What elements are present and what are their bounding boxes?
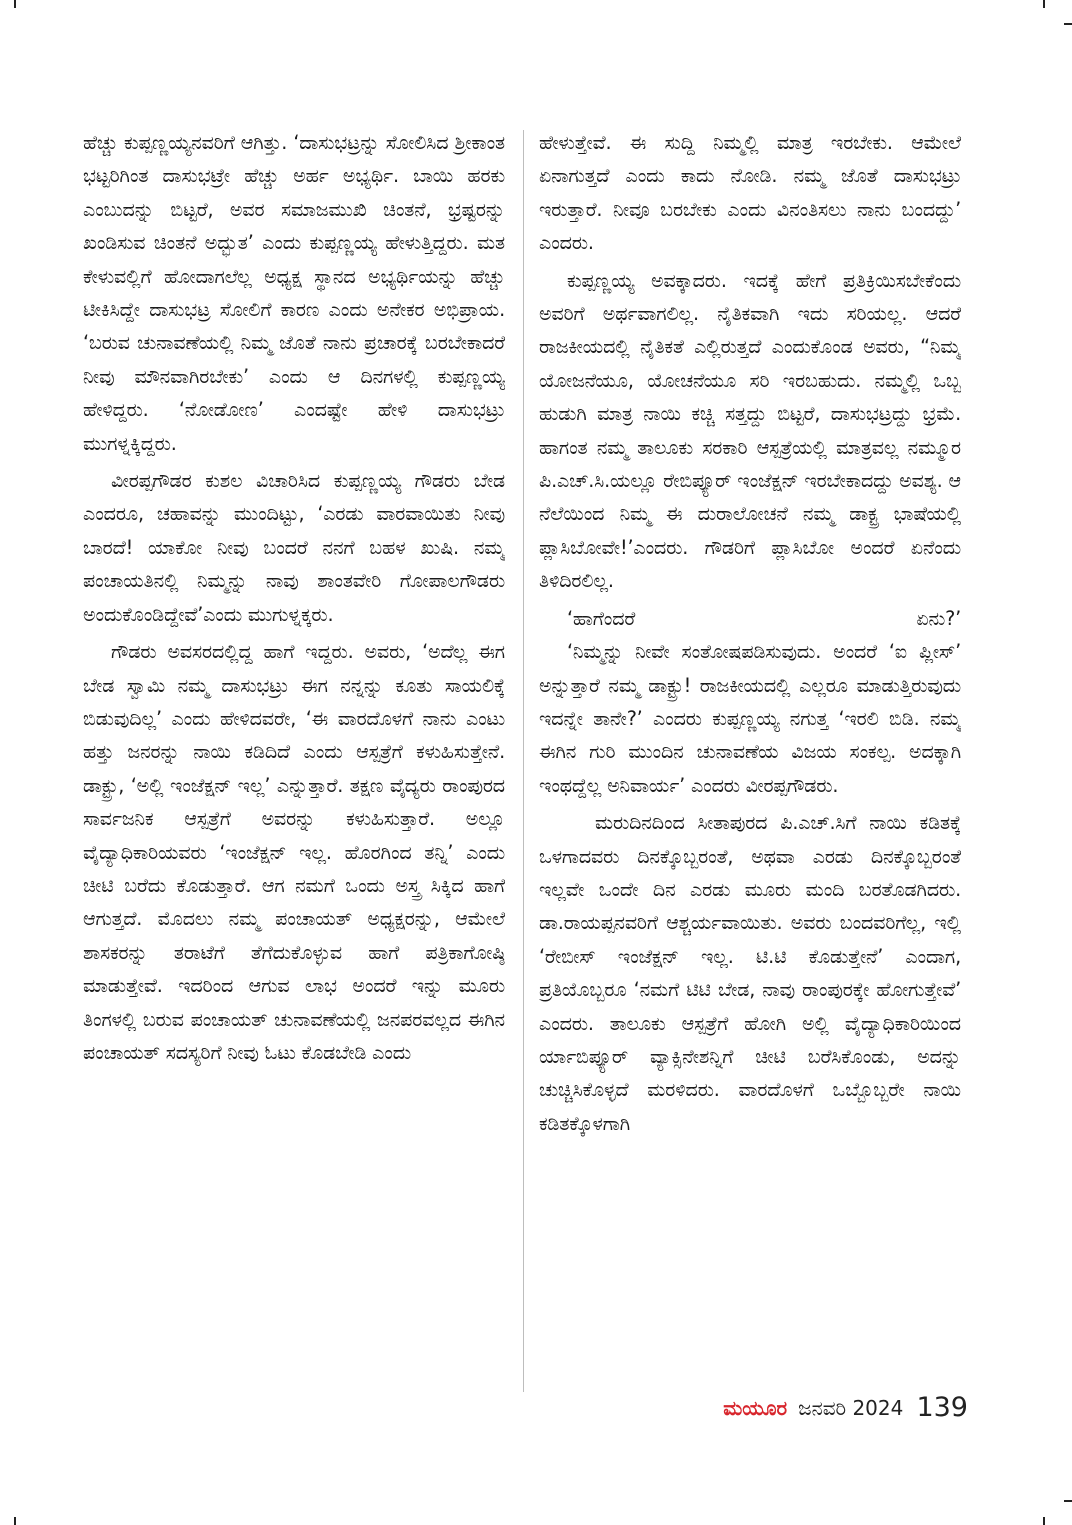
magazine-logo: ಮಯೂರ xyxy=(723,1395,788,1420)
paragraph: ‘ಹಾಗೆಂದರೆ ಏನು?’ xyxy=(567,606,961,630)
issue-date: ಜನವರಿ 2024 xyxy=(798,1395,904,1420)
paragraph: ಗೌಡರು ಅವಸರದಲ್ಲಿದ್ದ ಹಾಗೆ ಇದ್ದರು. ಅವರು, ‘ಅದೆಲ್ಲ ಈಗ ಬೇಡ ಸ್ವಾಮಿ ನಮ್ಮ ದಾಸುಭಟ್ರು ಈಗ ನನ್ನನ್ನು ಕೂತು ಸಾಯಲಿಕ್ಕೆ ಬಿಡುವುದಿಲ್ಲ’ ಎಂದು ಹೇಳಿದವರೇ, ‘ಈ ವಾರದೊಳಗೆ ನಾನು ಎಂಟು ಹತ್ತು ಜನರನ್ನು ನಾಯಿ ಕಡಿದಿದೆ ಎಂದು ಆಸ್ಪತ್ರೆಗೆ ಕಳುಹಿಸುತ್ತೇನೆ. ಡಾಕ್ಟ್ರು, ‘ಅಲ್ಲಿ ಇಂಜೆಕ್ಷನ್ ಇಲ್ಲ’ ಎನ್ನುತ್ತಾರೆ. ತಕ್ಷಣ ವೈದ್ಯರು ರಾಂಪುರದ ಸಾರ್ವಜನಿಕ ಆಸ್ಪತ್ರೆಗೆ ಅವರನ್ನು ಕಳುಹಿಸುತ್ತಾರೆ. ಅಲ್ಲೂ ವೈದ್ಯಾಧಿಕಾರಿಯವರು ‘ಇಂಜೆಕ್ಷನ್ ಇಲ್ಲ. ಹೊರಗಿಂದ ತನ್ನಿ’ ಎಂದು ಚೀಟಿ ಬರೆದು ಕೊಡುತ್ತಾರೆ. ಆಗ ನಮಗೆ ಒಂದು ಅಸ್ತ್ರ ಸಿಕ್ಕಿದ ಹಾಗೆ ಆಗುತ್ತದೆ. ಮೊದಲು ನಮ್ಮ ಪಂಚಾಯತ್ ಅಧ್ಯಕ್ಷರನ್ನು, ಆಮೇಲೆ ಶಾಸಕರನ್ನು ತರಾಟೆಗೆ ತೆಗೆದುಕೊಳ್ಳುವ ಹಾಗೆ ಪತ್ರಿಕಾಗೋಷ್ಠಿ ಮಾಡುತ್ತೇವೆ. ಇದರಿಂದ ಆಗುವ ಲಾಭ ಅಂದರೆ ಇನ್ನು ಮೂರು ತಿಂಗಳಲ್ಲಿ ಬರುವ ಪಂಚಾಯತ್ ಚುನಾವಣೆಯಲ್ಲಿ ಜನಪರವಲ್ಲದ ಈಗಿನ ಪಂಚಾಯತ್ ಸದಸ್ಯರಿಗೆ ನೀವು ಓಟು ಕೊಡಬೇಡಿ ಎಂದು xyxy=(83,640,505,1064)
crop-mark-bottom-left xyxy=(14,1517,16,1525)
left-column xyxy=(83,126,505,1396)
article-body xyxy=(83,126,968,1396)
paragraph: ಮರುದಿನದಿಂದ ಸೀತಾಪುರದ ಪಿ.ಎಚ್.ಸಿಗೆ ನಾಯಿ ಕಡಿತಕ್ಕೆ ಒಳಗಾದವರು ದಿನಕ್ಕೊಬ್ಬರಂತೆ, ಅಥವಾ ಎರಡು ದಿನಕ್ಕೊಬ್ಬರಂತೆ ಇಲ್ಲವೇ ಒಂದೇ ದಿನ ಎರಡು ಮೂರು ಮಂದಿ ಬರತೊಡಗಿದರು. ಡಾ.ರಾಯಪ್ಪನವರಿಗೆ ಆಶ್ಚರ್ಯವಾಯಿತು. ಅವರು ಬಂದವರಿಗೆಲ್ಲ, ಇಲ್ಲಿ ‘ರೇಬೀಸ್ ಇಂಜೆಕ್ಷನ್ ಇಲ್ಲ. ಟಿ.ಟಿ ಕೊಡುತ್ತೇನೆ’ ಎಂದಾಗ, ಪ್ರತಿಯೊಬ್ಬರೂ ‘ನಮಗೆ ಟಿಟಿ ಬೇಡ, ನಾವು ರಾಂಪುರಕ್ಕೇ ಹೋಗುತ್ತೇವೆ’ ಎಂದರು. ತಾಲೂಕು ಆಸ್ಪತ್ರೆಗೆ ಹೋಗಿ ಅಲ್ಲಿ ವೈದ್ಯಾಧಿಕಾರಿಯಿಂದ ರ್ಯಾಬಿಪ್ಯೂರ್ ವ್ಯಾಕ್ಸಿನೇಶನ್ನಿಗೆ ಚೀಟಿ ಬರೆಸಿಕೊಂಡು, ಅದನ್ನು ಚುಚ್ಚಿಸಿಕೊಳ್ಳದೆ ಮರಳಿದರು. ವಾರದೊಳಗೆ ಒಬ್ಬೊಬ್ಬರೇ ನಾಯಿ ಕಡಿತಕ್ಕೊಳಗಾಗಿ xyxy=(539,811,961,1135)
paragraph: ವೀರಪ್ಪಗೌಡರ ಕುಶಲ ವಿಚಾರಿಸಿದ ಕುಪ್ಪಣ್ಣಯ್ಯ ಗೌಡರು ಬೇಡ ಎಂದರೂ, ಚಹಾವನ್ನು ಮುಂದಿಟ್ಟು, ‘ಎರಡು ವಾರವಾಯಿತು ನೀವು ಬಾರದೆ! ಯಾಕೋ ನೀವು ಬಂದರೆ ನನಗೆ ಬಹಳ ಖುಷಿ. ನಮ್ಮ ಪಂಚಾಯತಿನಲ್ಲಿ ನಿಮ್ಮನ್ನು ನಾವು ಶಾಂತವೇರಿ ಗೋಪಾಲಗೌಡರು ಅಂದುಕೊಂಡಿದ್ದೇವೆ’ಎಂದು ಮುಗುಳ್ನಕ್ಕರು. xyxy=(83,469,505,626)
crop-mark-top-left xyxy=(14,0,16,8)
page-footer xyxy=(700,1392,968,1428)
crop-mark-top-right xyxy=(1043,0,1045,8)
paragraph: ‘ನಿಮ್ಮನ್ನು ನೀವೇ ಸಂತೋಷಪಡಿಸುವುದು. ಅಂದರೆ ‘ಐ ಪ್ಲೀಸ್’ ಅನ್ನುತ್ತಾರೆ ನಮ್ಮ ಡಾಕ್ಟ್ರು! ರಾಜಕೀಯದಲ್ಲಿ ಎಲ್ಲರೂ ಮಾಡುತ್ತಿರುವುದು ಇದನ್ನೇ ತಾನೇ?’ ಎಂದರು ಕುಪ್ಪಣ್ಣಯ್ಯ ನಗುತ್ತ ‘ಇರಲಿ ಬಿಡಿ. ನಮ್ಮ ಈಗಿನ ಗುರಿ ಮುಂದಿನ ಚುನಾವಣೆಯ ವಿಜಯ ಸಂಕಲ್ಪ. ಅದಕ್ಕಾಗಿ ಇಂಥದ್ದೆಲ್ಲ ಅನಿವಾರ್ಯ’ ಎಂದರು ವೀರಪ್ಪಗೌಡರು. xyxy=(539,640,961,797)
column-divider xyxy=(523,130,524,1392)
paragraph: ಕುಪ್ಪಣ್ಣಯ್ಯ ಅವಕ್ಕಾದರು. ಇದಕ್ಕೆ ಹೇಗೆ ಪ್ರತಿಕ್ರಿಯಿಸಬೇಕೆಂದು ಅವರಿಗೆ ಅರ್ಥವಾಗಲಿಲ್ಲ. ನೈತಿಕವಾಗಿ ಇದು ಸರಿಯಲ್ಲ. ಆದರೆ ರಾಜಕೀಯದಲ್ಲಿ ನೈತಿಕತೆ ಎಲ್ಲಿರುತ್ತದೆ ಎಂದುಕೊಂಡ ಅವರು, “ನಿಮ್ಮ ಯೋಜನೆಯೂ, ಯೋಚನೆಯೂ ಸರಿ ಇರಬಹುದು. ನಮ್ಮಲ್ಲಿ ಒಬ್ಬ ಹುಡುಗಿ ಮಾತ್ರ ನಾಯಿ ಕಚ್ಚಿ ಸತ್ತದ್ದು ಬಿಟ್ಟರೆ, ದಾಸುಭಟ್ರದ್ದು ಭ್ರಮೆ. ಹಾಗಂತ ನಮ್ಮ ತಾಲೂಕು ಸರಕಾರಿ ಆಸ್ಪತ್ರೆಯಲ್ಲಿ ಮಾತ್ರವಲ್ಲ ನಮ್ಮೂರ ಪಿ.ಎಚ್.ಸಿ.ಯಲ್ಲೂ ರೇಬಿಪ್ಯೂರ್ ಇಂಜೆಕ್ಷನ್ ಇರಬೇಕಾದದ್ದು ಅವಶ್ಯ. ಆ ನೆಲೆಯಿಂದ ನಿಮ್ಮ ಈ ದುರಾಲೋಚನೆ ನಮ್ಮ ಡಾಕ್ಟ್ರ ಭಾಷೆಯಲ್ಲಿ ಪ್ಲಾಸಿಬೋವೇ!’ಎಂದರು. ಗೌಡರಿಗೆ ಪ್ಲಾಸಿಬೋ ಅಂದರೆ ಏನೆಂದು ತಿಳಿದಿರಲಿಲ್ಲ. xyxy=(539,268,961,593)
crop-mark-right-upper xyxy=(1064,23,1072,25)
paragraph: ಹೆಚ್ಚು ಕುಪ್ಪಣ್ಣಯ್ಯನವರಿಗೆ ಆಗಿತ್ತು. ‘ದಾಸುಭಟ್ರನ್ನು ಸೋಲಿಸಿದ ಶ್ರೀಕಾಂತ ಭಟ್ಟರಿಗಿಂತ ದಾಸುಭಟ್ರೇ ಹೆಚ್ಚು ಅರ್ಹ ಅಭ್ಯರ್ಥಿ. ಬಾಯಿ ಹರಕು ಎಂಬುದನ್ನು ಬಿಟ್ಟರೆ, ಅವರ ಸಮಾಜಮುಖಿ ಚಿಂತನೆ, ಭ್ರಷ್ಟರನ್ನು ಖಂಡಿಸುವ ಚಿಂತನೆ ಅದ್ಭುತ’ ಎಂದು ಕುಪ್ಪಣ್ಣಯ್ಯ ಹೇಳುತ್ತಿದ್ದರು. ಮತ ಕೇಳುವಲ್ಲಿಗೆ ಹೋದಾಗಲೆಲ್ಲ ಅಧ್ಯಕ್ಷ ಸ್ಥಾನದ ಅಭ್ಯರ್ಥಿಯನ್ನು ಹೆಚ್ಚು ಟೀಕಿಸಿದ್ದೇ ದಾಸುಭಟ್ರ ಸೋಲಿಗೆ ಕಾರಣ ಎಂದು ಅನೇಕರ ಅಭಿಪ್ರಾಯ. ‘ಬರುವ ಚುನಾವಣೆಯಲ್ಲಿ ನಿಮ್ಮ ಜೊತೆ ನಾನು ಪ್ರಚಾರಕ್ಕೆ ಬರಬೇಕಾದರೆ ನೀವು ಮೌನವಾಗಿರಬೇಕು’ ಎಂದು ಆ ದಿನಗಳಲ್ಲಿ ಕುಪ್ಪಣ್ಣಯ್ಯ ಹೇಳಿದ್ದರು. ‘ನೋಡೋಣ’ ಎಂದಷ್ಟೇ ಹೇಳಿ ದಾಸುಭಟ್ರು ಮುಗಳ್ನಕ್ಕಿದ್ದರು. xyxy=(83,131,505,455)
crop-mark-right-lower xyxy=(1064,1500,1072,1502)
paragraph: ಹೇಳುತ್ತೇವೆ. ಈ ಸುದ್ದಿ ನಿಮ್ಮಲ್ಲಿ ಮಾತ್ರ ಇರಬೇಕು. ಆಮೇಲೆ ಏನಾಗುತ್ತದೆ ಎಂದು ಕಾದು ನೋಡಿ. ನಮ್ಮ ಜೊತೆ ದಾಸುಭಟ್ರು ಇರುತ್ತಾರೆ. ನೀವೂ ಬರಬೇಕು ಎಂದು ವಿನಂತಿಸಲು ನಾನು ಬಂದದ್ದು’ ಎಂದರು. xyxy=(539,131,961,255)
right-column xyxy=(539,126,961,1396)
page-number: 139 xyxy=(916,1392,968,1423)
crop-mark-bottom-right xyxy=(1043,1517,1045,1525)
